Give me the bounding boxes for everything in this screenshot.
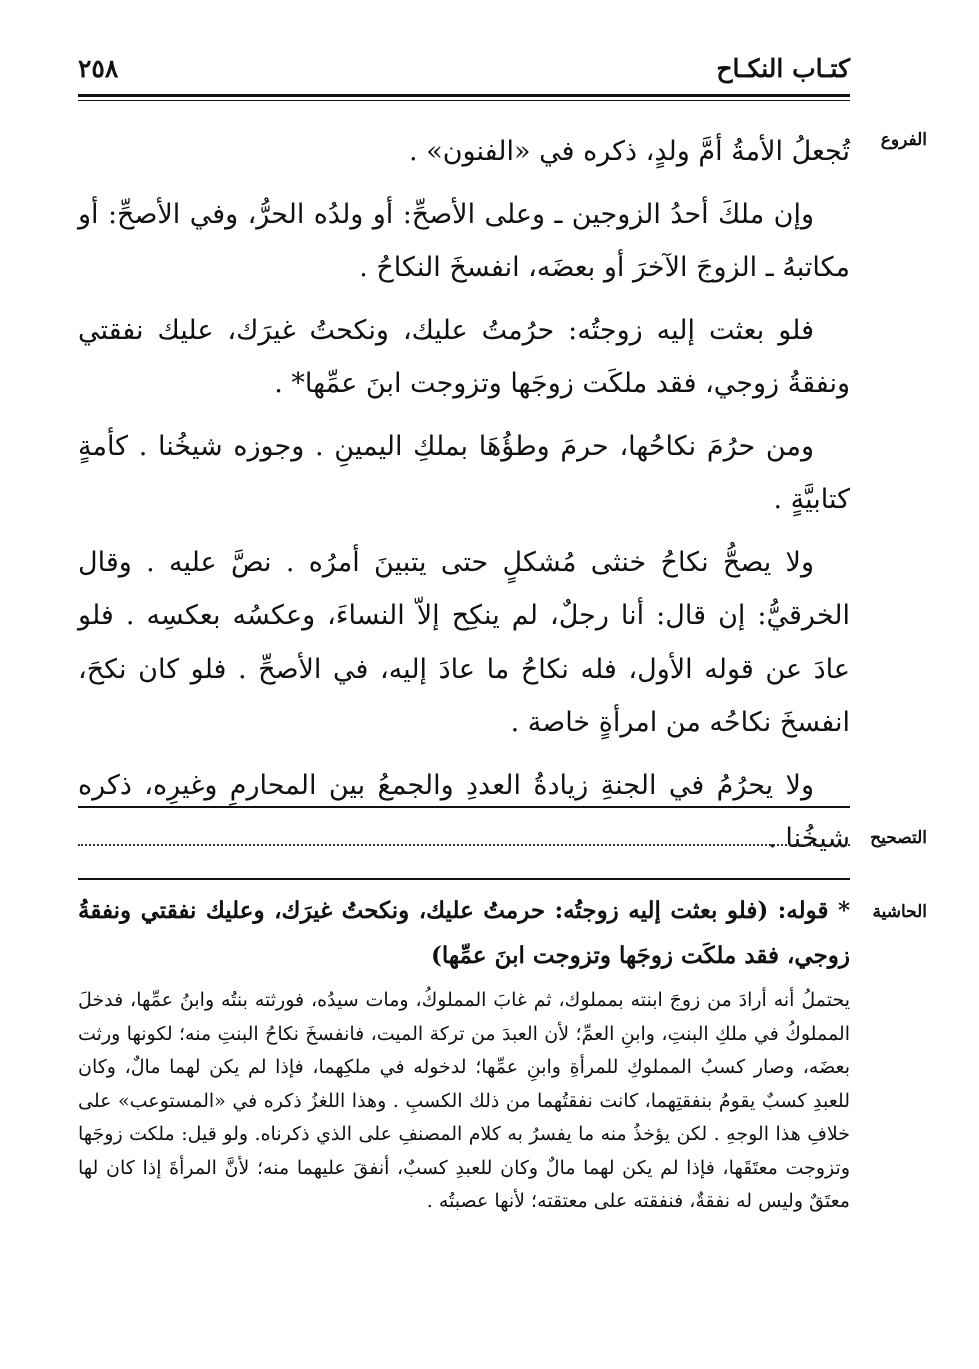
side-label-hashiya: الحاشية xyxy=(872,902,927,922)
note-body: يحتملُ أنه أرادَ من زوجَ ابنته بمملوك، ثم غابَ المملوكُ، ومات سيدُه، فورثته بنتُه وابنُ عمِّها، فدخلَ المملوكُ في ملكِ البنتِ، وابنِ العمِّ؛ لأن العبدَ من تركة الميت، فانفسخَ نكاحُ البنتِ منه؛ لكونها ورثت بعضَه، وصار كسبُ المملوكِ للمرأةِ وابنِ عمِّها؛ لدخوله في ملكِهما، فإذا لم يكن لهما مالٌ، وكان للعبدِ كسبٌ يقومُ بنفقتِهما، كانت نفقتُهما من ذلك الكسبِ . وهذا اللغزُ ذكره في «المستوعب» على خلافِ هذا الوجهِ . لكن يؤخذُ منه ما يفسرُ به كلام المصنفِ على الذي ذكرناه. ولو قيل: ملكت زوجَها وتزوجت معتَقَها، فإذا لم يكن لهما مالٌ وكان للعبدِ كسبٌ، أنفقَ عليهما منه؛ لأنَّ المرأةَ إذا كان لها معتَقٌ وليس له نفقةٌ، فنفقته على معتقته؛ لأنها عصبتُه . xyxy=(78,989,850,1212)
page-number: ٢٥٨ xyxy=(78,54,119,83)
chapter-title: كتـاب النكـاح xyxy=(716,54,850,83)
header-rule-thin xyxy=(78,100,850,101)
paragraph: تُجعلُ الأمةُ أمَّ ولدٍ، ذكره في «الفنون» . xyxy=(409,136,850,167)
dotted-line xyxy=(78,844,850,846)
header-rule xyxy=(78,94,850,97)
note-marker: * xyxy=(837,897,850,924)
side-label-furu: الفروع xyxy=(880,130,927,150)
paragraph: وإن ملكَ أحدُ الزوجين ـ وعلى الأصحِّ: أو ولدُه الحرُّ، وفي الأصحِّ: أو مكاتبهُ ـ الزوجَ الآخرَ أو بعضَه، انفسخَ النكاحُ . xyxy=(78,198,850,283)
paragraph: فلو بعثت إليه زوجتُه: حرُمتُ عليك، ونكحتُ غيرَك، عليك نفقتي ونفقةُ زوجي، فقد ملكَت زوجَها وتزوجت ابنَ عمِّها* . xyxy=(78,314,850,399)
paragraph: ومن حرُمَ نكاحُها، حرمَ وطؤُهَا بملكِ اليمينِ . وجوزه شيخُنا . كأمةٍ كتابيَّةٍ . xyxy=(78,430,850,515)
marginal-notes xyxy=(78,888,850,1219)
notes-rule xyxy=(78,878,850,880)
page-header xyxy=(78,52,850,96)
main-text xyxy=(78,125,850,875)
paragraph: ولا يحرُمُ في الجنةِ زيادةُ العددِ والجمعُ بين المحارمِ وغيرِه، ذكره شيخُنا . xyxy=(78,769,850,854)
side-label-tashih: التصحيح xyxy=(870,828,927,848)
correction-line xyxy=(78,832,850,858)
note-quote: قوله: (فلو بعثت إليه زوجتُه: حرمتُ عليك، ونكحتُ غيرَك، وعليك نفقتي ونفقةُ زوجي، فقد ملكَت زوجَها وتزوجت ابنَ عمِّها) xyxy=(78,897,850,969)
paragraph: ولا يصحُّ نكاحُ خنثى مُشكلٍ حتى يتبينَ أمرُه . نصَّ عليه . وقال الخرقيُّ: إن قال: أنا رجلٌ، لم ينكِح إلاّ النساءَ، وعكسُه بعكسِه . فلو عادَ عن قوله الأول، فله نكاحُ ما عادَ إليه، في الأصحِّ . فلو كان نكحَ، انفسخَ نكاحُه من امرأةٍ خاصة . xyxy=(78,546,850,738)
note-heading xyxy=(78,888,850,978)
main-text-rule xyxy=(78,806,850,808)
